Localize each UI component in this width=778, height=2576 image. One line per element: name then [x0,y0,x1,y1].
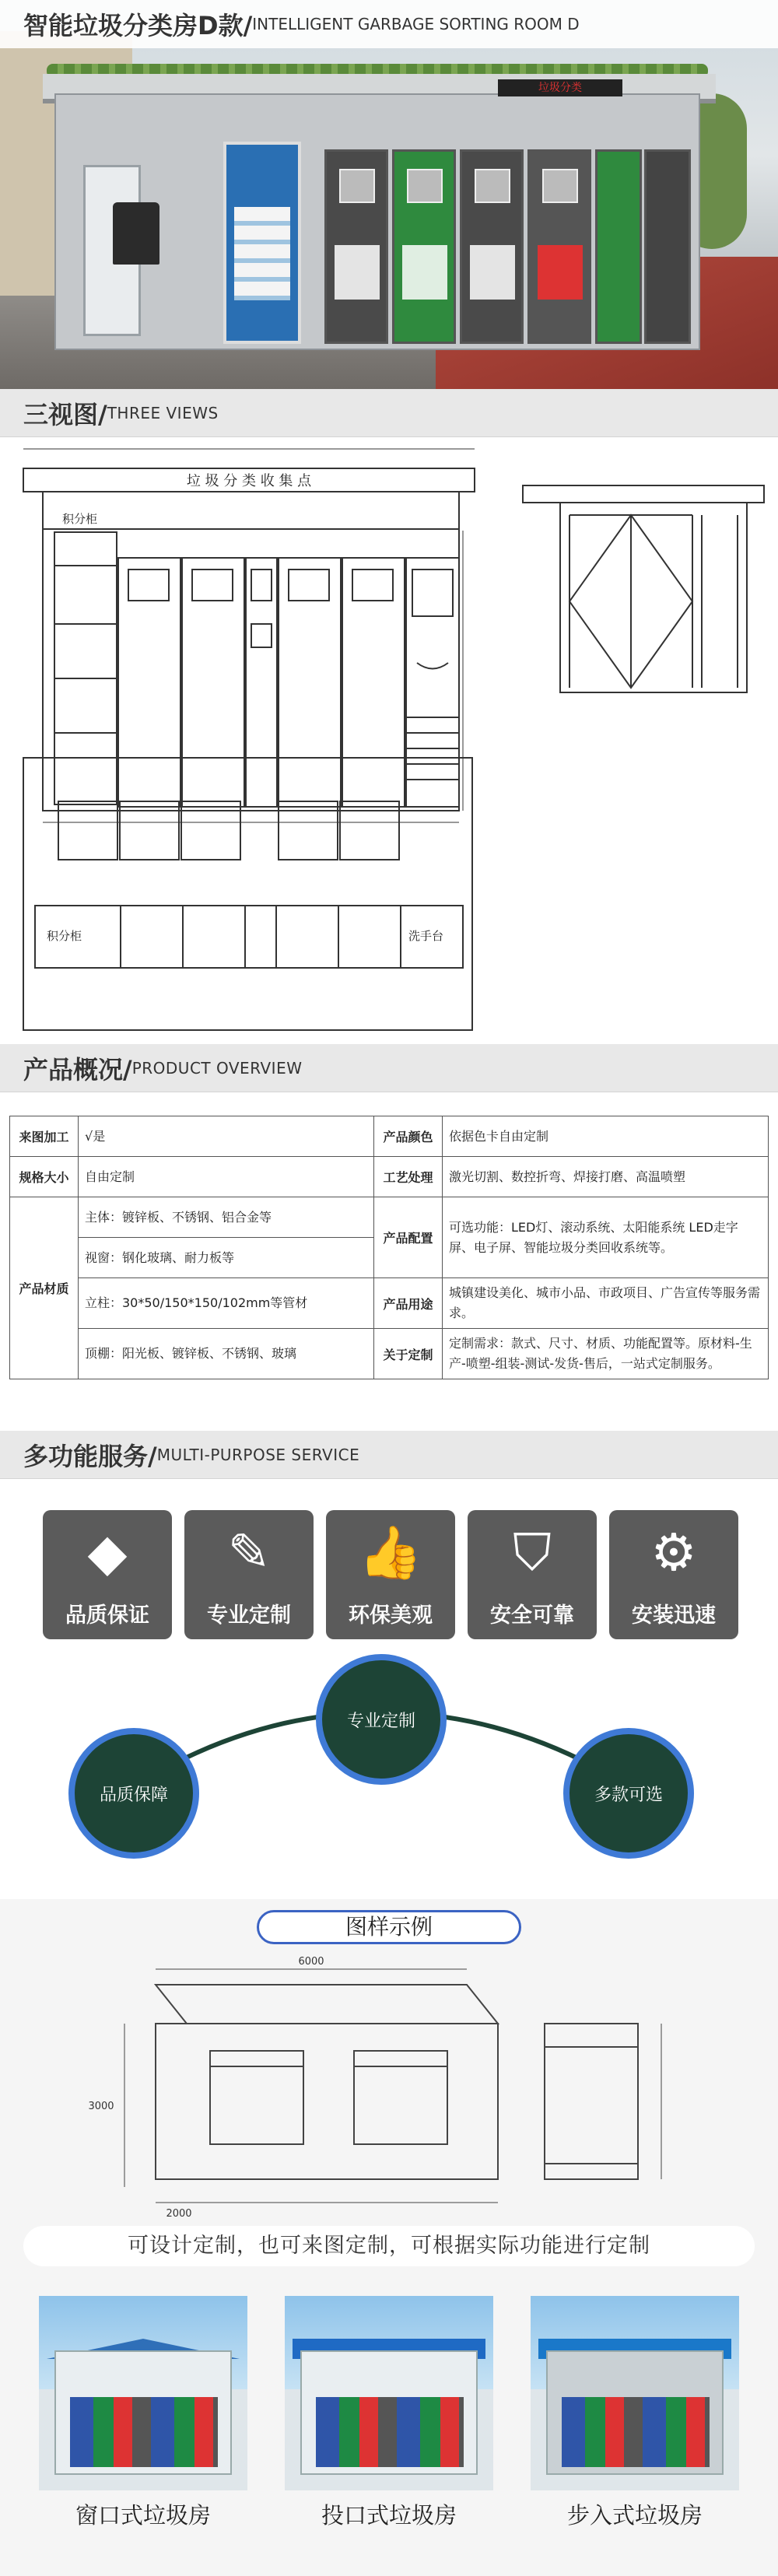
table-cell: 顶棚：阳光板、镀锌板、不锈钢、玻璃 [79,1329,374,1379]
service-label: 安装迅速 [632,1603,716,1628]
table-header-cell: 产品颜色 [374,1116,443,1157]
service-label: 安全可靠 [490,1603,574,1628]
example-section [0,1899,778,2576]
hero-title-en: INTELLIGENT GARBAGE SORTING ROOM D [252,15,580,33]
table-header-cell: 产品材质 [10,1197,79,1379]
photo-caption: 窗口式垃圾房 [75,2502,211,2529]
table-cell: 主体：镀锌板、不锈钢、铝合金等 [79,1197,374,1238]
trash-can [113,202,159,265]
section-header-three-views [0,389,778,437]
bin-panel [527,149,591,344]
bin-slot [335,245,380,300]
example-drawing-svg [0,1954,778,2265]
table-header-cell: 关于定制 [374,1329,443,1379]
table-row [10,1116,769,1157]
section-title-zh: 产品概况/ [23,1054,132,1085]
shield-check-icon: ⛉ [513,1522,552,1582]
example-pill-title: 图样示例 [257,1910,521,1944]
three-views-drawing [0,437,778,1044]
table-cell: 城镇建设美化、城市小品、市政项目、广告宣传等服务需求。 [443,1278,769,1329]
bin-screen [339,169,375,203]
pencil-ruler-icon: ✎ [227,1522,271,1582]
vending-glass [234,207,290,300]
table-cell: 可选功能：LED灯、滚动系统、太阳能系统 LED走字屏、电子屏、智能垃圾分类回收系统等。 [443,1197,769,1278]
photo-bins [316,2397,464,2467]
dim-top-label: 6000 [298,1956,324,1968]
overview-table-wrap [0,1092,778,1431]
bin-screen [407,169,443,203]
section-header-overview [0,1044,778,1092]
overview-table [9,1116,769,1379]
example-photo-walkin [531,2296,739,2490]
table-header-cell: 产品配置 [374,1197,443,1278]
hero-title-zh: 智能垃圾分类房D款/ [23,11,253,40]
circle-label: 多款可选 [594,1785,663,1805]
table-cell: 自由定制 [79,1157,374,1197]
bin-screen [475,169,510,203]
table-cell: 视窗：钢化玻璃、耐力板等 [79,1238,374,1278]
table-header-cell: 工艺处理 [374,1157,443,1197]
service-label: 专业定制 [207,1603,291,1628]
table-row [10,1329,769,1379]
washbasin-label: 洗手台 [408,929,444,943]
led-sign: 垃圾分类 [498,79,622,96]
table-header-cell: 产品用途 [374,1278,443,1329]
example-photo-drop [285,2296,493,2490]
photo-bins [562,2397,710,2467]
section-title-en: MULTI-PURPOSE SERVICE [156,1445,360,1464]
table-cell: 立柱：30*50/150*150/102mm等管材 [79,1278,374,1329]
dim-bottom-label: 2000 [166,2208,192,2220]
front-banner-label: 垃 圾 分 类 收 集 点 [186,473,312,489]
example-photo-window [39,2296,247,2490]
table-row [10,1278,769,1329]
section-title-zh: 三视图/ [23,399,107,429]
bin-panel [460,149,524,344]
section-title-en: PRODUCT OVERVIEW [131,1058,303,1078]
feature-circle-center [316,1654,447,1785]
bin-panel [324,149,388,344]
bin-slot [402,245,447,300]
points-cabinet-label: 积分柜 [62,512,98,526]
feature-circle-left [68,1728,199,1859]
dim-height-label: 3000 [88,2101,114,2112]
points-cabinet-plan-label: 积分柜 [47,929,82,943]
photo-bins [70,2397,218,2467]
table-row [10,1157,769,1197]
thumbs-up-icon: 👍 [358,1522,423,1582]
photo-caption: 步入式垃圾房 [566,2502,703,2529]
bin-panel [644,149,691,344]
diamond-icon: ◆ [87,1522,128,1582]
photo-caption: 投口式垃圾房 [321,2502,457,2529]
gear-icon: ⚙ [650,1522,697,1582]
table-cell: 定制需求：款式、尺寸、材质、功能配置等。原材料-生产-喷塑-组装-测试-发货-售后，一站式定制服务。 [443,1329,769,1379]
table-cell: 激光切割、数控折弯、焊接打磨、高温喷塑 [443,1157,769,1197]
hero-photo [0,0,778,389]
bin-screen [542,169,578,203]
bin-slot [470,245,515,300]
vending-machine [223,142,301,344]
section-title-zh: 多功能服务/ [23,1441,157,1471]
bin-panel [595,149,642,344]
table-cell: √是 [79,1116,374,1157]
service-label: 品质保证 [65,1603,149,1628]
section-header-services [0,1431,778,1479]
bin-panel [392,149,456,344]
customization-tagline: 可设计定制，也可来图定制，可根据实际功能进行定制 [23,2226,755,2266]
circle-label: 专业定制 [346,1711,415,1731]
table-cell: 依据色卡自由定制 [443,1116,769,1157]
feature-circle-right [563,1728,694,1859]
table-row [10,1197,769,1238]
table-header-cell: 规格大小 [10,1157,79,1197]
service-label: 环保美观 [349,1603,433,1628]
circle-label: 品质保障 [99,1785,168,1805]
three-views-svg [0,437,778,1044]
bin-slot [538,245,583,300]
hero-title-bar [0,0,778,48]
services-section [0,1479,778,1899]
section-title-en: THREE VIEWS [107,403,219,422]
table-header-cell: 来图加工 [10,1116,79,1157]
